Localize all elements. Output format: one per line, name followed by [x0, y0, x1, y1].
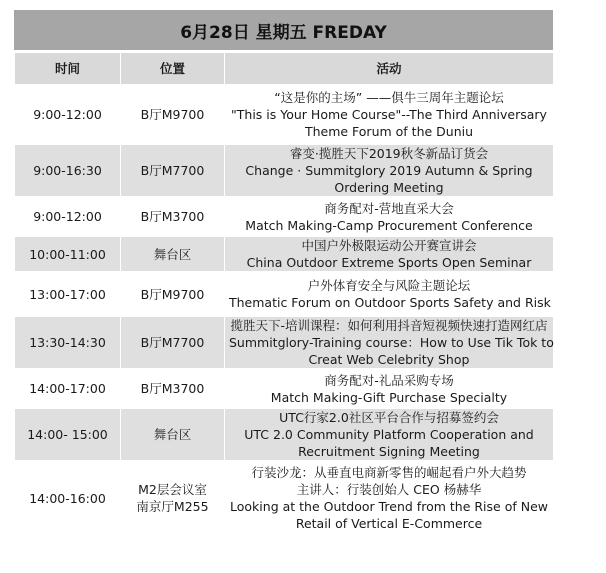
page-title: 6月28日 星期五 FREDAY — [14, 10, 553, 52]
activity-line: Recruitment Signing Meeting — [298, 444, 480, 459]
activity-line: Summitglory-Training course：How to Use Tik Tok to — [229, 335, 554, 350]
schedule-table — [14, 52, 554, 536]
activity-line: 商务配对-营地直采大会 — [324, 200, 454, 216]
place-line: 南京厅M255 — [136, 499, 209, 514]
place-cell — [121, 409, 225, 461]
time-cell: 13:00-17:00 — [15, 272, 121, 317]
place-line: B厅M3700 — [140, 381, 205, 396]
activity-line: UTC 2.0 Community Platform Cooperation and — [244, 427, 534, 442]
table-row — [15, 317, 554, 369]
time-cell: 9:00-12:00 — [15, 85, 121, 145]
activity-cell — [225, 145, 554, 197]
activity-line: 主讲人：行装创始人 CEO 杨赫华 — [296, 482, 482, 497]
time-cell: 14:00- 15:00 — [15, 409, 121, 461]
column-header-activity: 活动 — [225, 53, 554, 85]
table-row — [15, 409, 554, 461]
activity-line: “这是你的主场” ——俱牛三周年主题论坛 — [274, 90, 504, 105]
table-row — [15, 369, 554, 409]
place-cell — [121, 317, 225, 369]
activity-line: "This is Your Home Course"--The Third Anniversary — [231, 107, 547, 122]
activity-line: 商务配对-礼品采购专场 — [324, 372, 454, 388]
activity-cell — [225, 317, 554, 369]
activity-line: Thematic Forum on Outdoor Sports Safety and Risk — [229, 295, 551, 310]
place-cell — [121, 145, 225, 197]
place-line: B厅M9700 — [140, 107, 205, 122]
activity-line: 户外体育安全与风险主题论坛 — [307, 278, 471, 293]
activity-line: Creat Web Celebrity Shop — [308, 352, 470, 367]
place-line: B厅M9700 — [140, 286, 205, 302]
table-row — [15, 85, 554, 145]
time-cell: 14:00-16:00 — [15, 461, 121, 536]
schedule-sheet — [14, 10, 553, 536]
place-line: B厅M7700 — [140, 335, 205, 350]
table-row — [15, 197, 554, 237]
table-row — [15, 237, 554, 272]
column-header-time: 时间 — [15, 53, 121, 85]
schedule-body — [15, 85, 554, 536]
time-cell: 14:00-17:00 — [15, 369, 121, 409]
activity-cell — [225, 237, 554, 272]
activity-line: Theme Forum of the Duniu — [304, 124, 474, 139]
activity-cell — [225, 197, 554, 237]
place-line: 舞台区 — [153, 427, 192, 442]
time-cell: 9:00-16:30 — [15, 145, 121, 197]
activity-line: Match Making-Gift Purchase Specialty — [270, 389, 508, 405]
place-line: B厅M7700 — [140, 163, 205, 178]
activity-cell — [225, 461, 554, 536]
activity-line: Retail of Vertical E-Commerce — [295, 516, 483, 531]
table-row — [15, 145, 554, 197]
table-header-row — [15, 53, 554, 85]
activity-cell — [225, 369, 554, 409]
activity-cell — [225, 272, 554, 317]
place-cell — [121, 272, 225, 317]
activity-line: UTC行家2.0社区平台合作与招募签约会 — [279, 410, 499, 425]
time-cell: 10:00-11:00 — [15, 237, 121, 272]
place-line: M2层会议室 — [138, 482, 207, 497]
place-cell — [121, 237, 225, 272]
time-cell: 9:00-12:00 — [15, 197, 121, 237]
place-line: 舞台区 — [153, 246, 192, 262]
place-cell — [121, 461, 225, 536]
place-cell — [121, 85, 225, 145]
activity-line: Match Making-Camp Procurement Conference — [245, 217, 533, 233]
activity-cell — [225, 85, 554, 145]
column-header-place: 位置 — [121, 53, 225, 85]
activity-line: Looking at the Outdoor Trend from the Rise of New — [230, 499, 548, 514]
activity-line: 行装沙龙：从垂直电商新零售的崛起看户外大趋势 — [251, 465, 527, 480]
time-cell: 13:30-14:30 — [15, 317, 121, 369]
activity-cell — [225, 409, 554, 461]
table-row — [15, 272, 554, 317]
activity-line: Ordering Meeting — [334, 180, 444, 195]
place-cell — [121, 197, 225, 237]
activity-line: Change · Summitglory 2019 Autumn & Spring — [245, 163, 533, 178]
activity-line: 睿变·揽胜天下2019秋冬新品订货会 — [289, 146, 489, 161]
table-row — [15, 461, 554, 536]
activity-line: China Outdoor Extreme Sports Open Seminar — [246, 255, 532, 270]
place-line: B厅M3700 — [140, 209, 205, 224]
activity-line: 揽胜天下-培训课程：如何利用抖音短视频快速打造网红店 — [230, 318, 548, 333]
activity-line: 中国户外极限运动公开赛宣讲会 — [301, 238, 477, 253]
place-cell — [121, 369, 225, 409]
